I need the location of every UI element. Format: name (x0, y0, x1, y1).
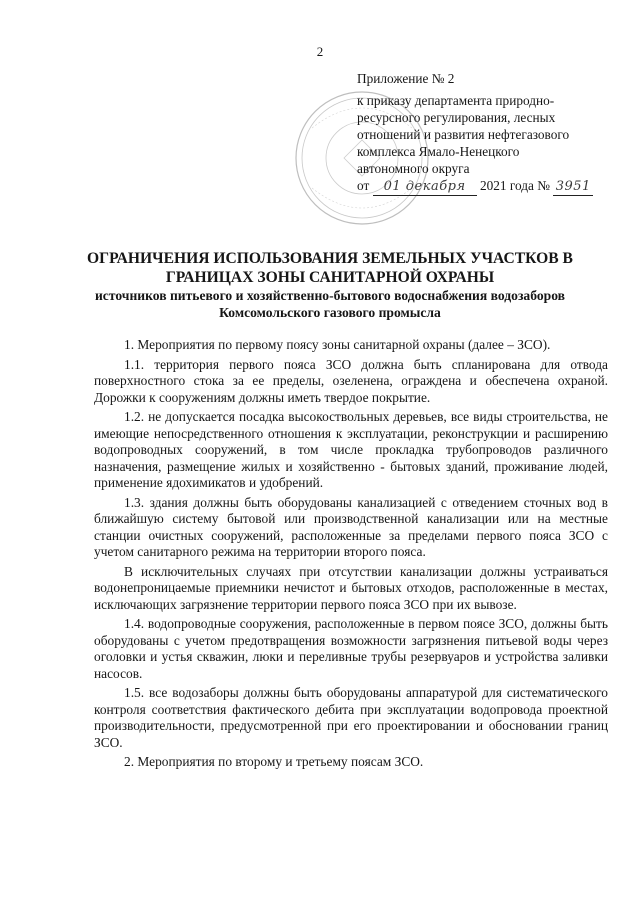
heading-subtitle-line: Комсомольского газового промысла (219, 305, 441, 320)
paragraph: 2. Мероприятия по второму и третьему поясам ЗСО. (124, 754, 424, 770)
date-prefix: от (357, 178, 370, 193)
appendix-line: комплекса Ямало-Ненецкого (357, 144, 520, 159)
heading-title-line: ОГРАНИЧЕНИЯ ИСПОЛЬЗОВАНИЯ ЗЕМЕЛЬНЫХ УЧАСТКОВ В (87, 250, 573, 267)
document-heading (60, 249, 600, 321)
appendix-line: отношений и развития нефтегазового (357, 127, 570, 142)
paragraph: 1.1. территория первого пояса ЗСО должна быть спланирована для отвода поверхностного стока за ее пределы, озеленена, ограждена и обеспечена охраной. Дорожки к сооружениям должны иметь твердое покрытие. (94, 356, 608, 405)
date-suffix: 2021 года № (479, 178, 550, 193)
heading-title-line: ГРАНИЦАХ ЗОНЫ САНИТАРНОЙ ОХРАНЫ (165, 269, 495, 286)
appendix-line: ресурсного регулирования, лесных (357, 110, 556, 125)
paragraph: 1.4. водопроводные сооружения, расположенные в первом поясе ЗСО, должны быть оборудованы с учетом предотвращения возможности загрязнения питьевой воды через оголовки и устья скважин, люки и переливные трубы резервуаров и устройства заливки насосов. (94, 616, 608, 681)
paragraph: В исключительных случаях при отсутствии канализации должны устраиваться водонепроницаемые приемники нечистот и бытовых отходов, расположенные в местах, исключающих загрязнение территории первого пояса ЗСО при их вывозе. (94, 563, 608, 612)
appendix-line: автономного округа (357, 161, 470, 176)
paragraph: 1.5. все водозаборы должны быть оборудованы аппаратурой для систематического контроля соответствия фактического дебита при эксплуатации водопровода проектной производительности, предусмотренной при его проектировании и обосновании границ ЗСО. (94, 685, 608, 750)
document-body (94, 337, 608, 774)
heading-subtitle-line: источников питьевого и хозяйственно-бытового водоснабжения водозаборов (94, 288, 566, 303)
appendix-block (357, 70, 619, 196)
appendix-title: Приложение № 2 (357, 71, 455, 86)
page-number: 2 (316, 44, 324, 59)
handwritten-date: 01 декабря (373, 178, 477, 196)
appendix-line: к приказу департамента природно- (357, 93, 555, 108)
order-date-line (357, 177, 619, 196)
paragraph: 1.3. здания должны быть оборудованы канализацией с отведением сточных вод в ближайшую систему бытовой или производственной канализации или на местные станции очистных сооружений, расположенные за пределами первого пояса ЗСО с учетом санитарного режима на территории второго пояса. (94, 494, 608, 560)
paragraph: 1. Мероприятия по первому поясу зоны санитарной охраны (далее – ЗСО). (124, 337, 551, 352)
paragraph: 1.2. не допускается посадка высокоствольных деревьев, все виды строительства, не имеющие непосредственного отношения к эксплуатации, реконструкции и расширению водопроводных сооружений, в том числе прокладка трубопроводов различного назначения, размещение жилых и хозяйственно - бытовых зданий, проживание людей, применение ядохимикатов и удобрений. (94, 409, 608, 491)
handwritten-order-number: 3951 (553, 178, 593, 196)
